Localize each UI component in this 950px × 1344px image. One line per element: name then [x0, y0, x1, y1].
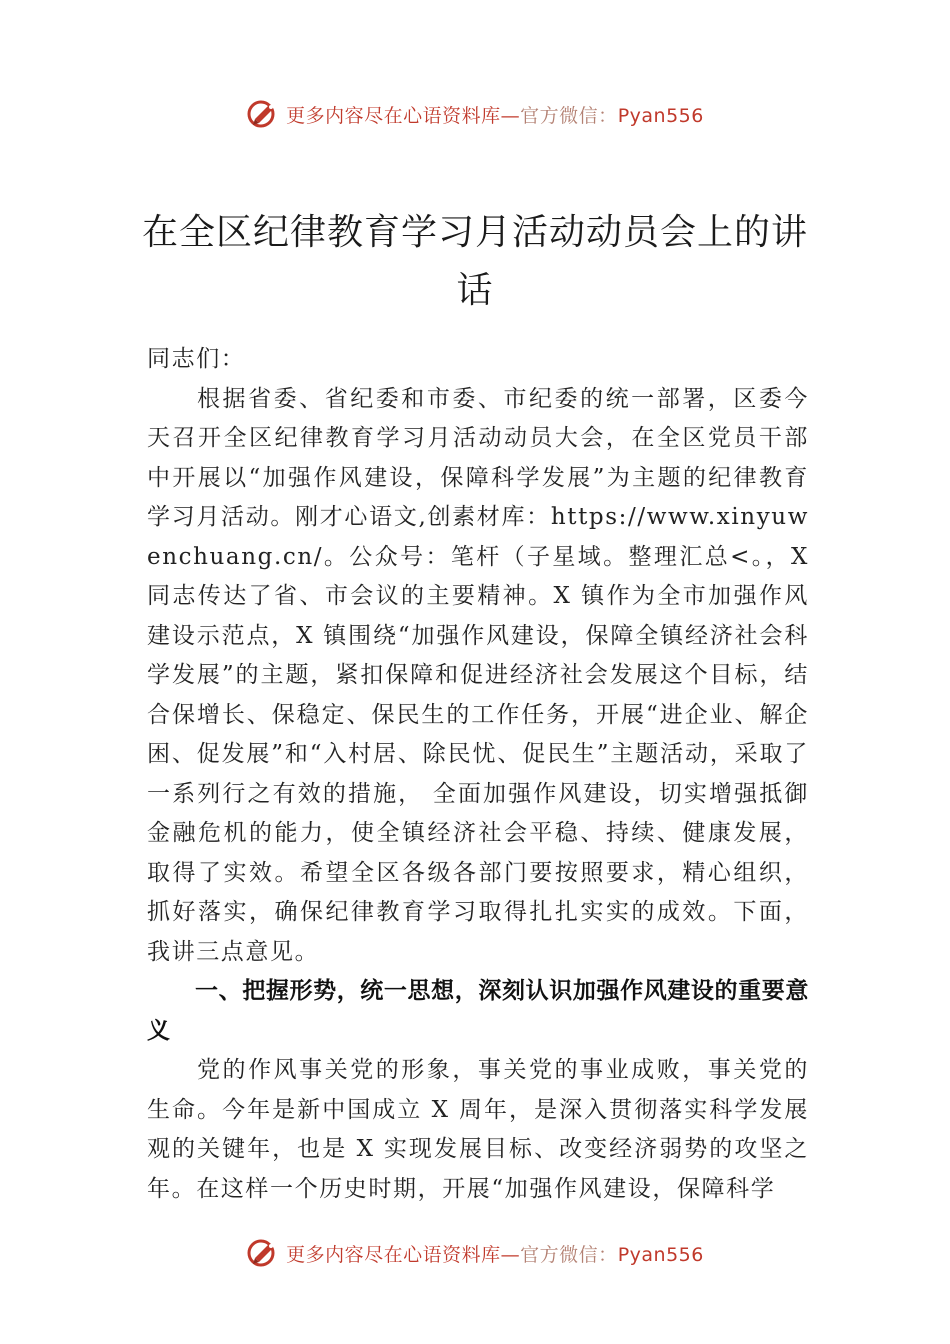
section-heading: 一、把握形势，统一思想，深刻认识加强作风建设的重要意义	[147, 978, 809, 1044]
body-paragraph: 根据省委、省纪委和市委、市纪委的统一部署，区委今天召开全区纪律教育学习月活动动员大会，在全区党员干部中开展以“加强作风建设，保障科学发展”为主题的纪律教育学习月活动。刚才心语文,创素材库：https://www.xinyuwenchuang.cn/。公众号：笔杆（子星域。整理汇总<。，X 同志传达了省、市会议的主要精神。X 镇作为全市加强作风建设示范点，X 镇围绕“加强作风建设，保障全镇经济社会科学发展”的主题，紧扣保障和促进经济社会发展这个目标，结合保增长、保稳定、保民生的工作任务，开展“进企业、解企困、促发展”和“入村居、除民忧、促民生”主题活动，采取了一系列行之有效的措施， 全面加强作风建设，切实增强抵御金融危机的能力，使全镇经济社会平稳、持续、健康发展，取得了实效。希望全区各级各部门要按照要求，精心组织，抓好落实，确保纪律教育学习取得扎扎实实的成效。下面，我讲三点意见。	[147, 385, 809, 965]
pen-logo-icon	[246, 1236, 280, 1270]
document-body	[147, 340, 809, 1209]
document-title: 在全区纪律教育学习月活动动员会上的讲话	[141, 212, 808, 312]
pen-logo-icon	[246, 97, 280, 131]
header-banner	[0, 94, 950, 134]
salutation: 同志们：	[147, 346, 246, 372]
header-banner-text: 更多内容尽在心语资料库—官方微信：Pyan556	[286, 104, 704, 127]
body-paragraph: 党的作风事关党的形象，事关党的事业成败，事关党的生命。今年是新中国成立 X 周年，是深入贯彻落实科学发展观的关键年，也是 X 实现发展目标、改变经济弱势的攻坚之年。在这样一个历史时期，开展“加强作风建设，保障科学	[147, 1057, 809, 1202]
footer-banner	[0, 1233, 950, 1273]
footer-banner-text: 更多内容尽在心语资料库—官方微信：Pyan556	[286, 1243, 704, 1266]
